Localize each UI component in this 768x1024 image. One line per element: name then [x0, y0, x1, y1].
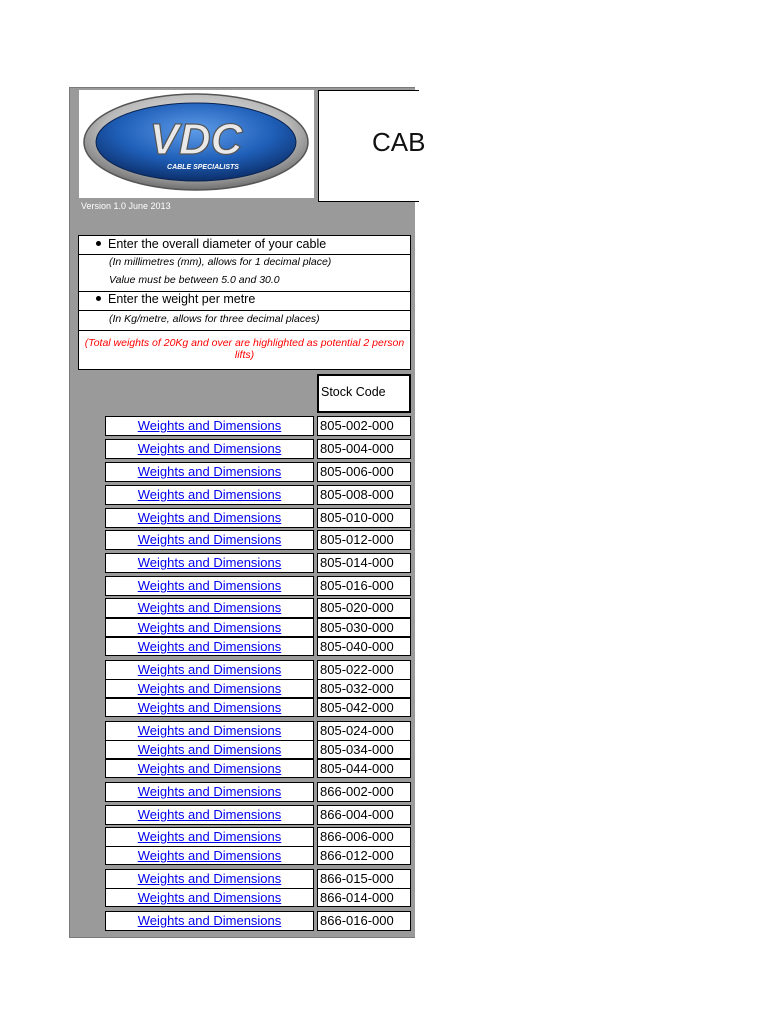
weights-dimensions-cell [105, 637, 314, 656]
stock-code-cell: 805-024-000 [317, 721, 411, 741]
weights-dimensions-link[interactable]: Weights and Dimensions [137, 829, 282, 844]
stock-code-cell: 866-016-000 [317, 911, 411, 931]
weights-dimensions-cell [105, 805, 314, 825]
weights-dimensions-cell [105, 721, 314, 741]
weights-dimensions-cell [105, 679, 314, 698]
stock-code-cell: 805-004-000 [317, 439, 411, 459]
stock-code-cell: 805-016-000 [317, 576, 411, 596]
weights-dimensions-link[interactable]: Weights and Dimensions [137, 700, 282, 715]
weights-dimensions-cell [105, 740, 314, 759]
weights-dimensions-link[interactable]: Weights and Dimensions [137, 807, 282, 822]
weights-dimensions-cell [105, 846, 314, 865]
svg-text:VDC: VDC [149, 115, 243, 164]
weights-dimensions-link[interactable]: Weights and Dimensions [137, 662, 282, 677]
stock-code-cell: 805-032-000 [317, 679, 411, 698]
diameter-label: Enter the overall diameter of your cable [108, 237, 327, 251]
weights-dimensions-link[interactable]: Weights and Dimensions [137, 742, 282, 757]
weights-dimensions-cell [105, 888, 314, 907]
weights-dimensions-cell [105, 869, 314, 889]
stock-code-cell: 805-030-000 [317, 618, 411, 637]
title-cell [318, 90, 426, 202]
weights-dimensions-link[interactable]: Weights and Dimensions [137, 723, 282, 738]
bullet-icon [96, 296, 101, 301]
weights-dimensions-link[interactable]: Weights and Dimensions [137, 578, 282, 593]
diameter-note-range: Value must be between 5.0 and 30.0 [109, 274, 280, 286]
weight-row [79, 291, 410, 311]
instructions-box [78, 235, 411, 370]
weights-dimensions-cell [105, 911, 314, 931]
weights-dimensions-cell [105, 553, 314, 573]
weights-dimensions-cell [105, 698, 314, 717]
sheet-title: CAB [372, 127, 426, 157]
weight-notes [79, 310, 410, 331]
weights-dimensions-link[interactable]: Weights and Dimensions [137, 620, 282, 635]
svg-text:CABLE SPECIALISTS: CABLE SPECIALISTS [167, 164, 239, 171]
stock-code-header: Stock Code [317, 374, 411, 413]
stock-code-cell: 805-020-000 [317, 598, 411, 618]
weights-dimensions-cell [105, 660, 314, 680]
weights-dimensions-link[interactable]: Weights and Dimensions [137, 441, 282, 456]
stock-code-cell: 866-004-000 [317, 805, 411, 825]
stock-code-cell: 805-042-000 [317, 698, 411, 717]
stock-code-cell: 866-015-000 [317, 869, 411, 889]
weights-dimensions-cell [105, 618, 314, 637]
stock-code-cell: 805-040-000 [317, 637, 411, 656]
weights-dimensions-link[interactable]: Weights and Dimensions [137, 532, 282, 547]
weights-dimensions-cell [105, 782, 314, 802]
weights-dimensions-link[interactable]: Weights and Dimensions [137, 418, 282, 433]
stock-code-cell: 805-044-000 [317, 759, 411, 778]
weights-dimensions-cell [105, 439, 314, 459]
weights-dimensions-cell [105, 759, 314, 778]
weight-label: Enter the weight per metre [108, 292, 256, 306]
weights-dimensions-cell [105, 416, 314, 436]
vdc-logo [79, 90, 314, 198]
weights-dimensions-link[interactable]: Weights and Dimensions [137, 761, 282, 776]
stock-code-cell: 805-010-000 [317, 508, 411, 528]
weight-note-units: (In Kg/metre, allows for three decimal places) [109, 313, 320, 325]
bullet-icon [96, 241, 101, 246]
stock-code-cell: 866-012-000 [317, 846, 411, 865]
stock-code-cell: 805-034-000 [317, 740, 411, 759]
diameter-row [79, 236, 410, 255]
weights-dimensions-cell [105, 462, 314, 482]
stock-code-cell: 866-014-000 [317, 888, 411, 907]
weights-dimensions-link[interactable]: Weights and Dimensions [137, 848, 282, 863]
weights-dimensions-cell [105, 508, 314, 528]
weights-dimensions-link[interactable]: Weights and Dimensions [137, 464, 282, 479]
diameter-note-units: (In millimetres (mm), allows for 1 decimal place) [109, 256, 332, 268]
stock-code-cell: 805-014-000 [317, 553, 411, 573]
stock-code-cell: 805-022-000 [317, 660, 411, 680]
weights-dimensions-link[interactable]: Weights and Dimensions [137, 510, 282, 525]
stock-code-cell: 805-008-000 [317, 485, 411, 505]
weights-dimensions-link[interactable]: Weights and Dimensions [137, 890, 282, 905]
weights-dimensions-link[interactable]: Weights and Dimensions [137, 639, 282, 654]
weights-dimensions-link[interactable]: Weights and Dimensions [137, 681, 282, 696]
weights-dimensions-cell [105, 530, 314, 550]
weights-dimensions-cell [105, 827, 314, 847]
weights-dimensions-link[interactable]: Weights and Dimensions [137, 784, 282, 799]
stock-code-cell: 805-012-000 [317, 530, 411, 550]
stock-code-cell: 805-006-000 [317, 462, 411, 482]
stock-code-cell: 805-002-000 [317, 416, 411, 436]
weights-dimensions-cell [105, 576, 314, 596]
diameter-notes [79, 254, 410, 292]
version-label: Version 1.0 June 2013 [81, 201, 171, 211]
weights-dimensions-link[interactable]: Weights and Dimensions [137, 555, 282, 570]
stock-code-cell: 866-006-000 [317, 827, 411, 847]
weights-dimensions-link[interactable]: Weights and Dimensions [137, 487, 282, 502]
weights-dimensions-link[interactable]: Weights and Dimensions [137, 913, 282, 928]
weights-dimensions-link[interactable]: Weights and Dimensions [137, 871, 282, 886]
weights-dimensions-cell [105, 598, 314, 618]
lift-warning: (Total weights of 20Kg and over are highlighted as potential 2 person lifts) [84, 337, 405, 361]
weights-dimensions-link[interactable]: Weights and Dimensions [137, 600, 282, 615]
stock-code-cell: 866-002-000 [317, 782, 411, 802]
weights-dimensions-cell [105, 485, 314, 505]
